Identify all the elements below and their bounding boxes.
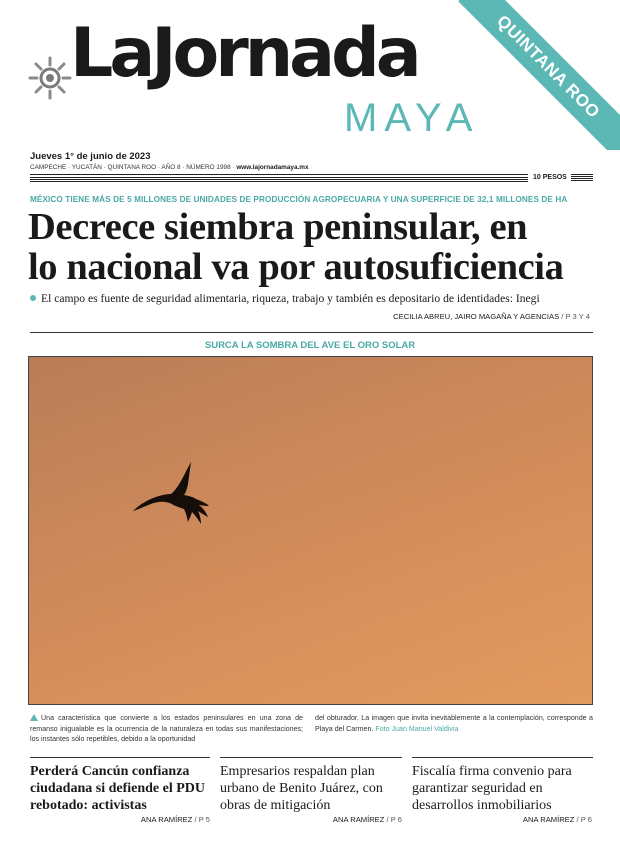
striped-divider	[571, 174, 593, 182]
teaser-story[interactable]	[30, 763, 210, 814]
divider	[412, 757, 593, 758]
striped-divider	[30, 177, 528, 182]
teaser-headline: Fiscalía firma convenio para garantizar seguridad en desarrollos inmobiliarios	[412, 764, 572, 813]
lead-byline	[393, 312, 590, 321]
website-link[interactable]: www.lajornadamaya.mx	[236, 164, 309, 171]
photo-credit: Foto Juan Manuel Valdivia	[375, 724, 459, 733]
lead-summary-text: El campo es fuente de seguridad alimentaria, riqueza, trabajo y también es depositario de identidades: Inegi	[41, 292, 540, 305]
teaser-story[interactable]	[412, 763, 593, 814]
lead-summary	[30, 292, 595, 305]
divider	[220, 757, 402, 758]
teaser-story[interactable]	[220, 763, 400, 814]
divider	[30, 332, 593, 333]
teaser-page-ref[interactable]: / P 6	[386, 815, 402, 824]
teaser-headline: Perderá Cancún confianza ciudadana si defiende el PDU rebotado: activistas	[30, 764, 206, 813]
feature-photo[interactable]	[28, 356, 593, 705]
edition-band-label: QUINTANA ROO	[493, 11, 604, 122]
lead-page-ref[interactable]: / P 3 Y 4	[561, 312, 590, 321]
teaser-byline	[141, 815, 210, 824]
price-label: 10 PESOS	[533, 174, 567, 181]
teaser-byline	[333, 815, 402, 824]
divider	[30, 757, 210, 758]
bird-silhouette-icon	[132, 456, 210, 526]
masthead	[0, 0, 620, 150]
caption-text-1: Una característica que convierte a los estados peninsulares en una zona de remanso inigualable es la ocurrencia de la naturaleza en todas sus manifestaciones; los instantes sólo repetibles, debido a la oportunidad	[30, 714, 303, 743]
photo-caption-continued	[315, 713, 593, 734]
lead-kicker: MÉXICO TIENE MÁS DE 5 MILLONES DE UNIDADES DE PRODUCCIÓN AGROPECUARIA Y UNA SUPERFICIE DE 32,1 MILLONES DE HA	[30, 195, 568, 204]
photo-kicker: SURCA LA SOMBRA DEL AVE EL ORO SOLAR	[204, 340, 416, 351]
photo-caption	[30, 713, 303, 745]
newspaper-logo[interactable]: LaJornada	[70, 14, 418, 93]
teaser-byline-author: ANA RAMÍREZ	[522, 815, 575, 824]
teaser-page-ref[interactable]: / P 6	[576, 815, 592, 824]
teaser-byline-author: ANA RAMÍREZ	[140, 815, 193, 824]
lead-byline-authors: CECILIA ABREU, JAIRO MAGAÑA Y AGENCIAS	[393, 312, 560, 321]
lead-headline[interactable]	[28, 207, 598, 287]
caption-text-2: del obturador. La imagen que invita inevitablemente a la contemplación, corresponde a Playa del Carmen.	[315, 714, 593, 733]
teaser-byline	[523, 815, 592, 824]
lead-headline-line-1: Decrece siembra peninsular, en	[28, 206, 528, 248]
bullet-icon	[30, 295, 36, 301]
sun-logo-icon	[28, 56, 72, 100]
teaser-page-ref[interactable]: / P 5	[194, 815, 210, 824]
lead-headline-line-2: lo nacional va por autosuficiencia	[28, 246, 564, 288]
teaser-headline: Empresarios respaldan plan urbano de Benito Juárez, con obras de mitigación	[220, 764, 383, 813]
edition-band	[458, 0, 620, 150]
teaser-byline-author: ANA RAMÍREZ	[332, 815, 385, 824]
price-row	[30, 174, 593, 184]
edition-info: CAMPECHE · YUCATÁN · QUINTANA ROO · AÑO 8 · NÚMERO 1998 ·	[30, 164, 235, 171]
edition-line	[30, 164, 309, 171]
caption-marker-icon	[30, 714, 38, 721]
newspaper-subtitle: MAYA	[344, 96, 480, 140]
divider	[30, 174, 528, 175]
issue-date: Jueves 1° de junio de 2023	[30, 151, 151, 162]
